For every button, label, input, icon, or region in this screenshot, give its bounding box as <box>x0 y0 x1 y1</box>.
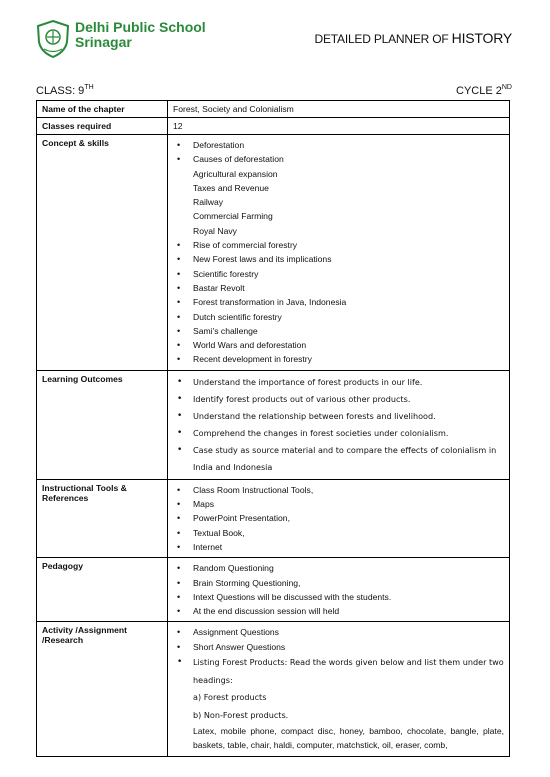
concepts-list <box>173 138 504 367</box>
row-outcomes <box>37 370 510 479</box>
list-item: • Case study as source material and to compare the effects of colonialism in India and Indonesia <box>173 442 504 476</box>
list-item: • Understand the importance of forest products in our life. <box>173 374 504 391</box>
tools-label <box>37 479 168 557</box>
activity-cell <box>168 622 510 756</box>
planner-title-prefix: DETAILED PLANNER OF <box>314 32 449 46</box>
outcomes-label: Learning Outcomes <box>37 370 168 479</box>
list-item: • New Forest laws and its implications <box>173 252 504 266</box>
cycle-suffix: ND <box>501 84 512 91</box>
forest-words-list: Latex, mobile phone, compact disc, honey, bamboo, chocolate, bangle, plate, baskets, table, chair, haldi, computer, matchstick, oil, eraser, comb, <box>193 726 504 751</box>
cycle-text: CYCLE 2 <box>456 85 502 97</box>
row-concepts <box>37 135 510 371</box>
row-tools <box>37 479 510 557</box>
planner-title <box>315 30 512 46</box>
list-item: • Rise of commercial forestry <box>173 238 504 252</box>
list-item: • Scientific forestry <box>173 267 504 281</box>
list-item: • Identify forest products out of various other products. <box>173 391 504 408</box>
pedagogy-cell <box>168 558 510 622</box>
list-item: • At the end discussion session will held <box>173 604 504 618</box>
row-chapter <box>37 101 510 118</box>
list-item: • Brain Storming Questioning, <box>173 576 504 590</box>
list-item: Agricultural expansion <box>193 168 278 179</box>
row-activity <box>37 622 510 756</box>
list-item: • Textual Book, <box>173 526 504 540</box>
activity-label-line2: /Research <box>42 635 84 646</box>
list-item: Taxes and Revenue <box>193 182 269 193</box>
list-item: • Listing Forest Products: Read the words given below and list them under two headings: <box>173 654 504 689</box>
school-name-line2: Srinagar <box>75 34 132 50</box>
list-item: a) Forest products <box>193 692 267 703</box>
row-classes <box>37 118 510 135</box>
planner-subject: HISTORY <box>451 30 512 46</box>
list-item: • Bastar Revolt <box>173 281 504 295</box>
school-name-line1: Delhi Public School <box>75 19 206 35</box>
list-item: • Comprehend the changes in forest societies under colonialism. <box>173 425 504 442</box>
activity-list <box>173 625 504 752</box>
concepts-cell <box>168 135 510 371</box>
list-item: Royal Navy <box>193 225 237 236</box>
list-item: • Forest transformation in Java, Indonesia <box>173 295 504 309</box>
list-item: • Causes of deforestation <box>173 152 504 166</box>
list-item: Commercial Farming <box>193 211 273 222</box>
tools-list <box>173 483 504 554</box>
concepts-label: Concept & skills <box>37 135 168 371</box>
school-logo <box>36 20 70 58</box>
list-item: • Class Room Instructional Tools, <box>173 483 504 497</box>
list-item: • PowerPoint Presentation, <box>173 511 504 525</box>
list-item: • Understand the relationship between forests and livelihood. <box>173 408 504 425</box>
list-item: b) Non-Forest products. <box>193 709 289 720</box>
school-name <box>75 20 206 50</box>
list-item: • Intext Questions will be discussed with the students. <box>173 590 504 604</box>
pedagogy-list <box>173 561 504 618</box>
tools-label-line1: Instructional Tools & <box>42 482 127 493</box>
tools-label-line2: References <box>42 492 89 503</box>
classes-value: 12 <box>168 118 510 135</box>
activity-label <box>37 622 168 756</box>
class-suffix: TH <box>84 84 94 91</box>
class-label <box>36 84 94 97</box>
class-text: CLASS: 9 <box>36 85 85 97</box>
list-item: • Deforestation <box>173 138 504 152</box>
list-item: • Random Questioning <box>173 561 504 575</box>
list-item: • World Wars and deforestation <box>173 338 504 352</box>
list-item: • Recent development in forestry <box>173 352 504 366</box>
outcomes-list <box>173 374 504 476</box>
list-item: • Dutch scientific forestry <box>173 310 504 324</box>
classes-label: Classes required <box>37 118 168 135</box>
list-item: • Short Answer Questions <box>173 640 504 654</box>
tools-cell <box>168 479 510 557</box>
chapter-label: Name of the chapter <box>37 101 168 118</box>
list-item: Railway <box>193 197 224 208</box>
list-item: • Internet <box>173 540 504 554</box>
cycle-label <box>456 84 512 97</box>
planner-table <box>36 100 510 757</box>
pedagogy-label: Pedagogy <box>37 558 168 622</box>
row-pedagogy <box>37 558 510 622</box>
chapter-value: Forest, Society and Colonialism <box>168 101 510 118</box>
list-item: • Sami's challenge <box>173 324 504 338</box>
activity-label-line1: Activity /Assignment <box>42 625 128 636</box>
outcomes-cell <box>168 370 510 479</box>
list-item: • Assignment Questions <box>173 625 504 639</box>
list-item: • Maps <box>173 497 504 511</box>
